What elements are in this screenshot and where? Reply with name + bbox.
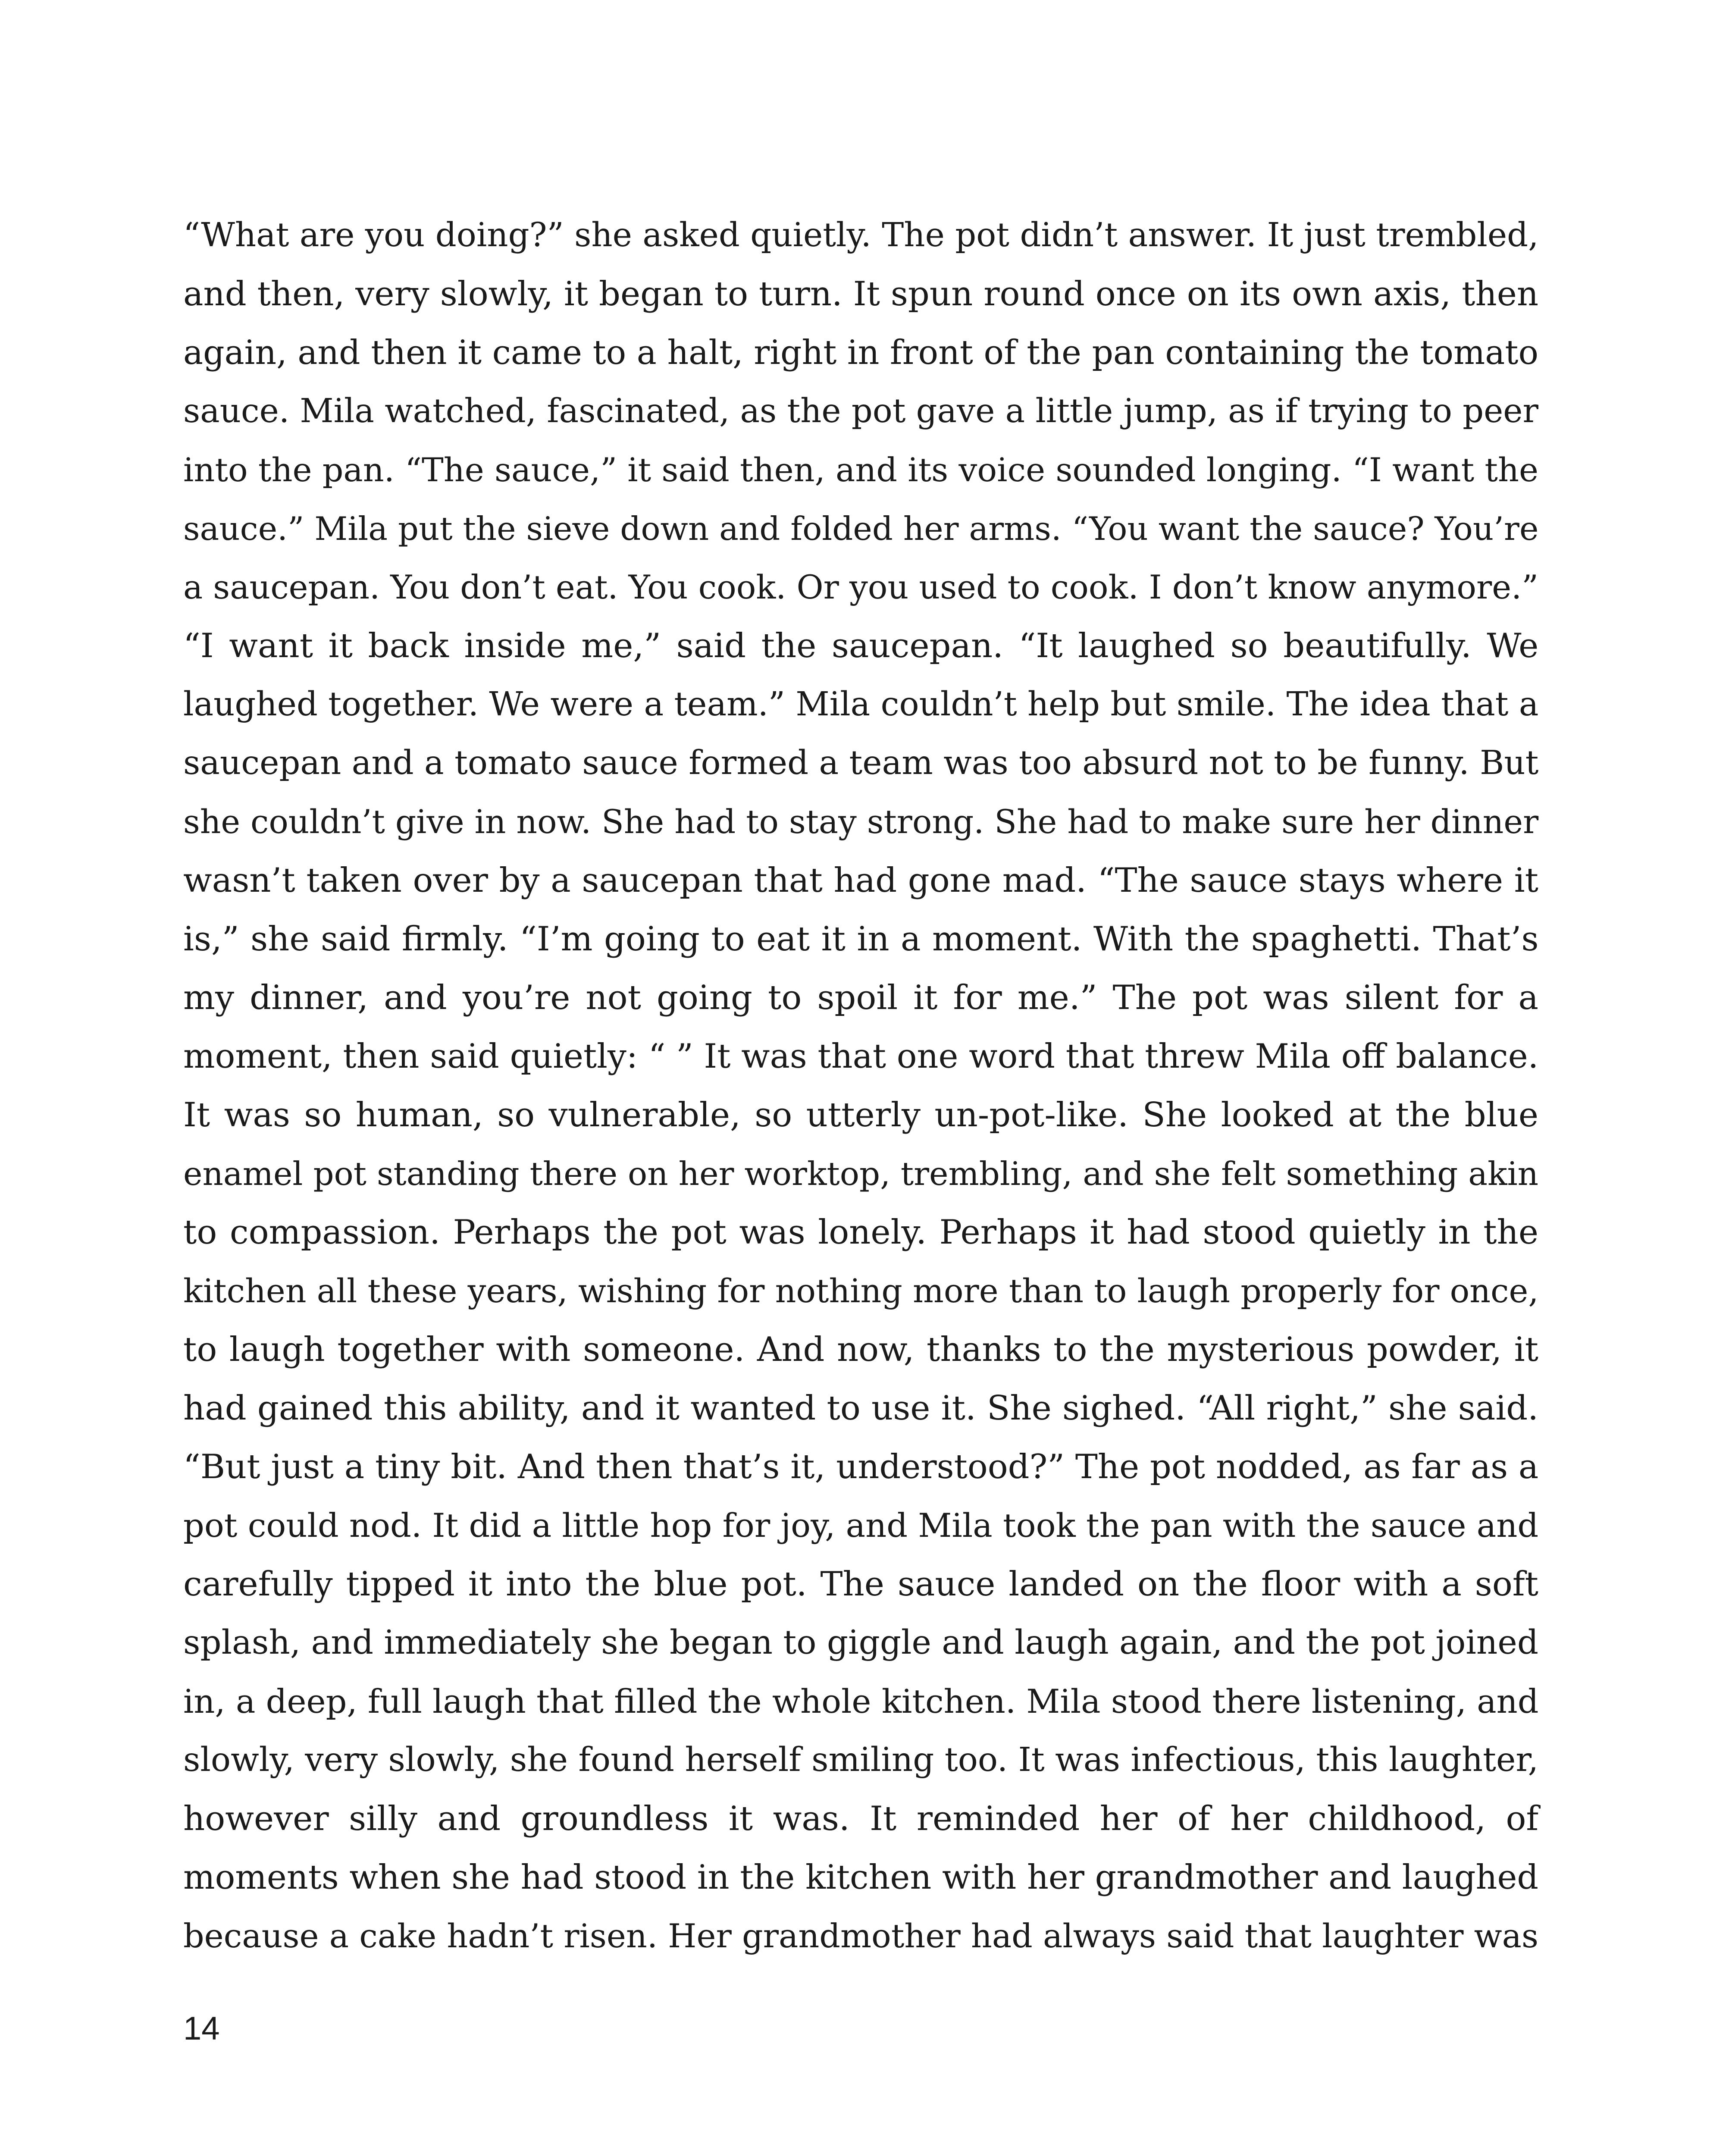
text-line: however silly and groundless it was. It reminded her of her childhood, of <box>183 1799 1539 1838</box>
text-line: “But just a tiny bit. And then that’s it, understood?” The pot nodded, as far as a <box>183 1448 1539 1486</box>
page-number: 14 <box>183 2010 220 2047</box>
text-line: moments when she had stood in the kitchen with her grandmother and laughed <box>183 1858 1539 1897</box>
text-line: sauce. Mila watched, fascinated, as the pot gave a little jump, as if trying to peer <box>183 392 1538 430</box>
body-text <box>183 206 1538 1965</box>
text-line: in, a deep, full laugh that filled the whole kitchen. Mila stood there listening, and <box>183 1682 1539 1720</box>
text-line: is,” she said firmly. “I’m going to eat it in a moment. With the spaghetti. That’s <box>183 920 1539 959</box>
text-line: saucepan and a tomato sauce formed a team was too absurd not to be funny. But <box>183 744 1539 782</box>
text-line: my dinner, and you’re not going to spoil it for me.” The pot was silent for a <box>183 978 1539 1017</box>
text-line: because a cake hadn’t risen. Her grandmother had always said that laughter was <box>183 1917 1539 1955</box>
text-line: slowly, very slowly, she found herself smiling too. It was infectious, this laughter, <box>183 1741 1539 1779</box>
text-line: splash, and immediately she began to giggle and laugh again, and the pot joined <box>183 1623 1538 1662</box>
text-line: pot could nod. It did a little hop for joy, and Mila took the pan with the sauce and <box>183 1506 1539 1545</box>
text-line: a saucepan. You don’t eat. You cook. Or you used to cook. I don’t know anymore.” <box>183 568 1538 606</box>
text-line: kitchen all these years, wishing for nothing more than to laugh properly for once, <box>183 1272 1539 1310</box>
text-line: laughed together. We were a team.” Mila couldn’t help but smile. The idea that a <box>183 685 1539 724</box>
text-line: to laugh together with someone. And now, thanks to the mysterious powder, it <box>183 1330 1538 1369</box>
text-line: had gained this ability, and it wanted to use it. She sighed. “All right,” she said. <box>183 1389 1538 1428</box>
text-line: to compassion. Perhaps the pot was lonely. Perhaps it had stood quietly in the <box>183 1213 1538 1252</box>
text-line: “What are you doing?” she asked quietly. The pot didn’t answer. It just trembled, <box>183 216 1539 254</box>
text-line: enamel pot standing there on her worktop, trembling, and she felt something akin <box>183 1155 1539 1193</box>
text-line: again, and then it came to a halt, right in front of the pan containing the tomato <box>183 333 1538 372</box>
text-line: into the pan. “The sauce,” it said then, and its voice sounded longing. “I want the <box>183 451 1538 489</box>
text-line: It was so human, so vulnerable, so utterly un-pot-like. She looked at the blue <box>183 1096 1538 1134</box>
text-line: she couldn’t give in now. She had to stay strong. She had to make sure her dinner <box>183 803 1539 841</box>
text-line: moment, then said quietly: “ ” It was that one word that threw Mila off balance. <box>183 1037 1539 1076</box>
text-line: “I want it back inside me,” said the saucepan. “It laughed so beautifully. We <box>183 627 1539 665</box>
text-line: sauce.” Mila put the sieve down and folded her arms. “You want the sauce? You’re <box>183 510 1539 548</box>
text-line: and then, very slowly, it began to turn. It spun round once on its own axis, then <box>183 275 1539 313</box>
text-line: wasn’t taken over by a saucepan that had gone mad. “The sauce stays where it <box>183 861 1538 900</box>
text-line: carefully tipped it into the blue pot. The sauce landed on the floor with a soft <box>183 1565 1538 1604</box>
